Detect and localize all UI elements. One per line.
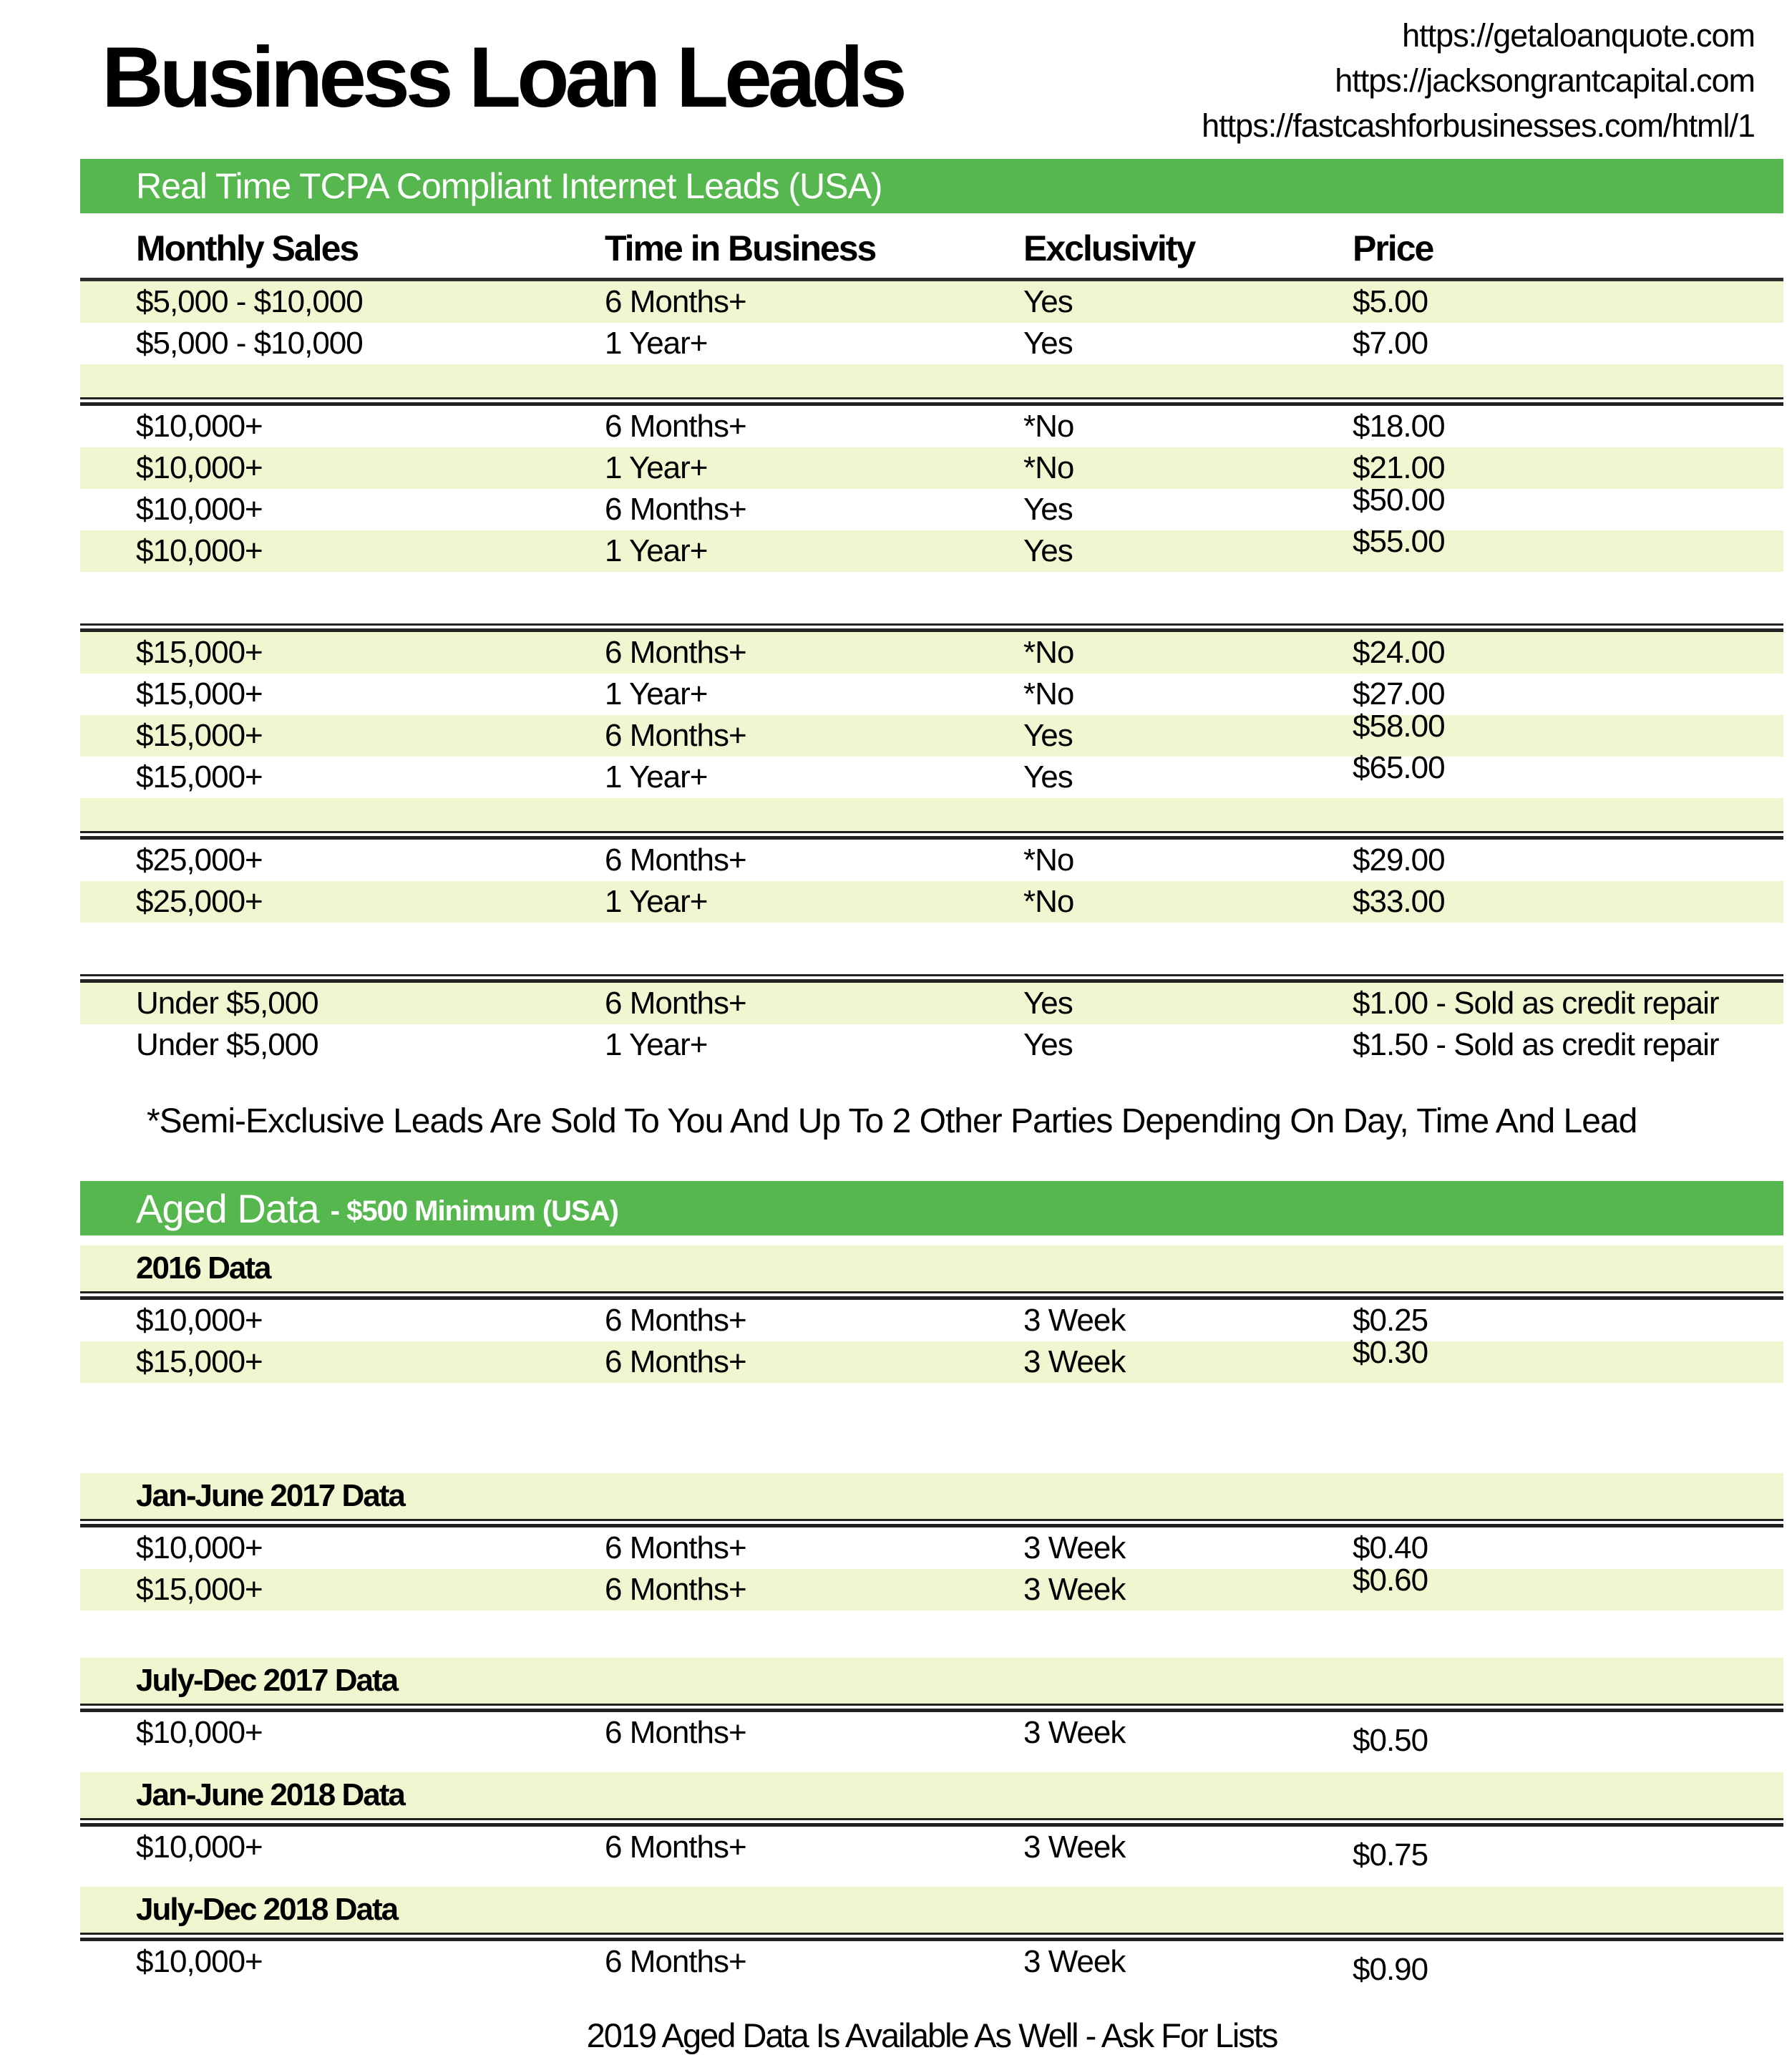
- group-divider: [80, 623, 1783, 632]
- group-divider: [80, 397, 1783, 406]
- cell-price: $0.50: [1353, 1723, 1428, 1758]
- cell-exclusivity: *No: [1023, 842, 1074, 878]
- aged-section-label: Jan-June 2017 Data: [80, 1473, 1783, 1519]
- cell-price: $21.00: [1353, 450, 1445, 485]
- table-row: [80, 1563, 1783, 1611]
- cell-price: $33.00: [1353, 884, 1445, 919]
- cell-time-in-business: 6 Months+: [605, 1344, 746, 1379]
- cell-price: $65.00: [1353, 750, 1445, 785]
- aged-section-label: Jan-June 2018 Data: [80, 1772, 1783, 1818]
- aged-section-label: July-Dec 2017 Data: [80, 1658, 1783, 1704]
- aged-banner-title: Aged Data: [136, 1185, 319, 1231]
- section-divider: [80, 1704, 1783, 1712]
- cell-monthly-sales: $10,000+: [136, 1944, 263, 1979]
- cell-age: 3 Week: [1023, 1944, 1126, 1979]
- cell-monthly-sales: $25,000+: [136, 884, 263, 919]
- cell-price: $50.00: [1353, 482, 1445, 518]
- cell-price: $0.30: [1353, 1335, 1428, 1370]
- cell-exclusivity: *No: [1023, 635, 1074, 670]
- column-header: Price: [1353, 228, 1433, 268]
- cell-exclusivity: Yes: [1023, 284, 1073, 319]
- cell-time-in-business: 1 Year+: [605, 1027, 708, 1062]
- table-row: [80, 323, 1783, 364]
- url-list: [1202, 10, 1783, 148]
- cell-time-in-business: 6 Months+: [605, 1572, 746, 1607]
- section-divider: [80, 1933, 1783, 1941]
- cell-time-in-business: 1 Year+: [605, 533, 708, 568]
- section-divider: [80, 1818, 1783, 1827]
- cell-monthly-sales: Under $5,000: [136, 1027, 318, 1062]
- site-url[interactable]: https://getaloanquote.com: [1402, 17, 1755, 54]
- cell-time-in-business: 6 Months+: [605, 1715, 746, 1750]
- cell-time-in-business: 1 Year+: [605, 676, 708, 711]
- cell-price: $0.90: [1353, 1952, 1428, 1987]
- column-header: Exclusivity: [1023, 228, 1195, 268]
- table-row: [80, 524, 1783, 572]
- cell-price: $29.00: [1353, 842, 1445, 878]
- site-url[interactable]: https://fastcashforbusinesses.com/html/1: [1202, 107, 1755, 144]
- section-divider: [80, 1291, 1783, 1300]
- cell-monthly-sales: $15,000+: [136, 759, 263, 795]
- cell-age: 3 Week: [1023, 1303, 1126, 1338]
- cell-time-in-business: 6 Months+: [605, 842, 746, 878]
- aged-banner: [80, 1181, 1783, 1235]
- section-gap: [80, 1611, 1783, 1648]
- cell-time-in-business: 6 Months+: [605, 284, 746, 319]
- cell-monthly-sales: $5,000 - $10,000: [136, 326, 363, 361]
- group-gap: [80, 923, 1783, 974]
- table-row: [80, 281, 1783, 323]
- realtime-banner: [80, 159, 1783, 213]
- cell-price: $1.00 - Sold as credit repair: [1353, 986, 1719, 1021]
- cell-time-in-business: 1 Year+: [605, 884, 708, 919]
- cell-monthly-sales: $10,000+: [136, 1530, 263, 1565]
- section-divider: [80, 1519, 1783, 1527]
- cell-time-in-business: 6 Months+: [605, 718, 746, 753]
- aged-table-body: [80, 1245, 1783, 1987]
- cell-monthly-sales: $10,000+: [136, 492, 263, 527]
- table-row: [80, 881, 1783, 923]
- cell-age: 3 Week: [1023, 1715, 1126, 1750]
- cell-price: $7.00: [1353, 326, 1428, 361]
- cell-price: $55.00: [1353, 524, 1445, 559]
- section-gap: [80, 1383, 1783, 1463]
- cell-monthly-sales: Under $5,000: [136, 986, 318, 1021]
- cell-monthly-sales: $10,000+: [136, 450, 263, 485]
- semi-exclusive-footnote: *Semi-Exclusive Leads Are Sold To You And Up To 2 Other Parties Depending On Day, Time And Lead: [147, 1102, 1637, 1140]
- table-row: [80, 1941, 1783, 1987]
- cell-exclusivity: *No: [1023, 676, 1074, 711]
- cell-exclusivity: Yes: [1023, 326, 1073, 361]
- cell-monthly-sales: $15,000+: [136, 635, 263, 670]
- cell-exclusivity: *No: [1023, 409, 1074, 444]
- group-divider: [80, 831, 1783, 840]
- cell-monthly-sales: $25,000+: [136, 842, 263, 878]
- cell-age: 3 Week: [1023, 1572, 1126, 1607]
- realtime-table-body: [80, 281, 1783, 1066]
- table-row: [80, 983, 1783, 1024]
- cell-time-in-business: 6 Months+: [605, 1303, 746, 1338]
- cell-age: 3 Week: [1023, 1830, 1126, 1865]
- cell-time-in-business: 6 Months+: [605, 492, 746, 527]
- page-header: [80, 0, 1783, 159]
- cell-exclusivity: Yes: [1023, 492, 1073, 527]
- table-row: [80, 840, 1783, 881]
- cell-time-in-business: 6 Months+: [605, 409, 746, 444]
- realtime-table-header: [80, 213, 1783, 278]
- cell-time-in-business: 6 Months+: [605, 1944, 746, 1979]
- table-row: [80, 1712, 1783, 1758]
- cell-age: 3 Week: [1023, 1344, 1126, 1379]
- site-url[interactable]: https://jacksongrantcapital.com: [1335, 62, 1755, 99]
- table-row: [80, 1827, 1783, 1872]
- aged-section-label: 2016 Data: [80, 1245, 1783, 1291]
- cell-exclusivity: Yes: [1023, 986, 1073, 1021]
- cell-time-in-business: 1 Year+: [605, 759, 708, 795]
- cell-monthly-sales: $15,000+: [136, 718, 263, 753]
- aged-banner-subtitle: - $500 Minimum (USA): [330, 1195, 618, 1227]
- cell-price: $0.75: [1353, 1837, 1428, 1872]
- cell-monthly-sales: $10,000+: [136, 1715, 263, 1750]
- cell-monthly-sales: $10,000+: [136, 1830, 263, 1865]
- cell-time-in-business: 1 Year+: [605, 326, 708, 361]
- cell-price: $0.40: [1353, 1530, 1428, 1565]
- footer-note: 2019 Aged Data Is Available As Well - Ask For Lists: [586, 2016, 1277, 2054]
- realtime-leads-section: [80, 159, 1783, 1141]
- aged-section-label: July-Dec 2018 Data: [80, 1887, 1783, 1933]
- cell-monthly-sales: $10,000+: [136, 1303, 263, 1338]
- table-row: [80, 406, 1783, 447]
- cell-price: $0.25: [1353, 1303, 1428, 1338]
- cell-monthly-sales: $15,000+: [136, 676, 263, 711]
- cell-time-in-business: 6 Months+: [605, 986, 746, 1021]
- table-row: [80, 1024, 1783, 1066]
- cell-time-in-business: 6 Months+: [605, 635, 746, 670]
- cell-price: $1.50 - Sold as credit repair: [1353, 1027, 1719, 1062]
- cell-monthly-sales: $15,000+: [136, 1572, 263, 1607]
- cell-price: $18.00: [1353, 409, 1445, 444]
- page: [80, 0, 1783, 2055]
- cell-price: $24.00: [1353, 635, 1445, 670]
- cell-monthly-sales: $5,000 - $10,000: [136, 284, 363, 319]
- cell-price: $0.60: [1353, 1563, 1428, 1598]
- cell-exclusivity: *No: [1023, 884, 1074, 919]
- group-gap: [80, 572, 1783, 623]
- table-row: [80, 1335, 1783, 1383]
- cell-exclusivity: Yes: [1023, 1027, 1073, 1062]
- empty-row: [80, 364, 1783, 397]
- aged-data-section: [80, 1181, 1783, 1987]
- group-divider: [80, 974, 1783, 983]
- page-title: Business Loan Leads: [102, 29, 903, 125]
- cell-time-in-business: 1 Year+: [605, 450, 708, 485]
- cell-exclusivity: *No: [1023, 450, 1074, 485]
- empty-row: [80, 798, 1783, 831]
- cell-price: $5.00: [1353, 284, 1428, 319]
- column-header: Time in Business: [605, 228, 876, 268]
- cell-exclusivity: Yes: [1023, 533, 1073, 568]
- cell-monthly-sales: $10,000+: [136, 409, 263, 444]
- table-row: [80, 632, 1783, 674]
- cell-time-in-business: 6 Months+: [605, 1830, 746, 1865]
- cell-price: $58.00: [1353, 709, 1445, 744]
- cell-monthly-sales: $15,000+: [136, 1344, 263, 1379]
- table-row: [80, 750, 1783, 798]
- cell-exclusivity: Yes: [1023, 718, 1073, 753]
- cell-age: 3 Week: [1023, 1530, 1126, 1565]
- cell-exclusivity: Yes: [1023, 759, 1073, 795]
- cell-price: $27.00: [1353, 676, 1445, 711]
- column-header: Monthly Sales: [136, 228, 359, 268]
- realtime-banner-label: Real Time TCPA Compliant Internet Leads (USA): [136, 166, 882, 206]
- cell-time-in-business: 6 Months+: [605, 1530, 746, 1565]
- cell-monthly-sales: $10,000+: [136, 533, 263, 568]
